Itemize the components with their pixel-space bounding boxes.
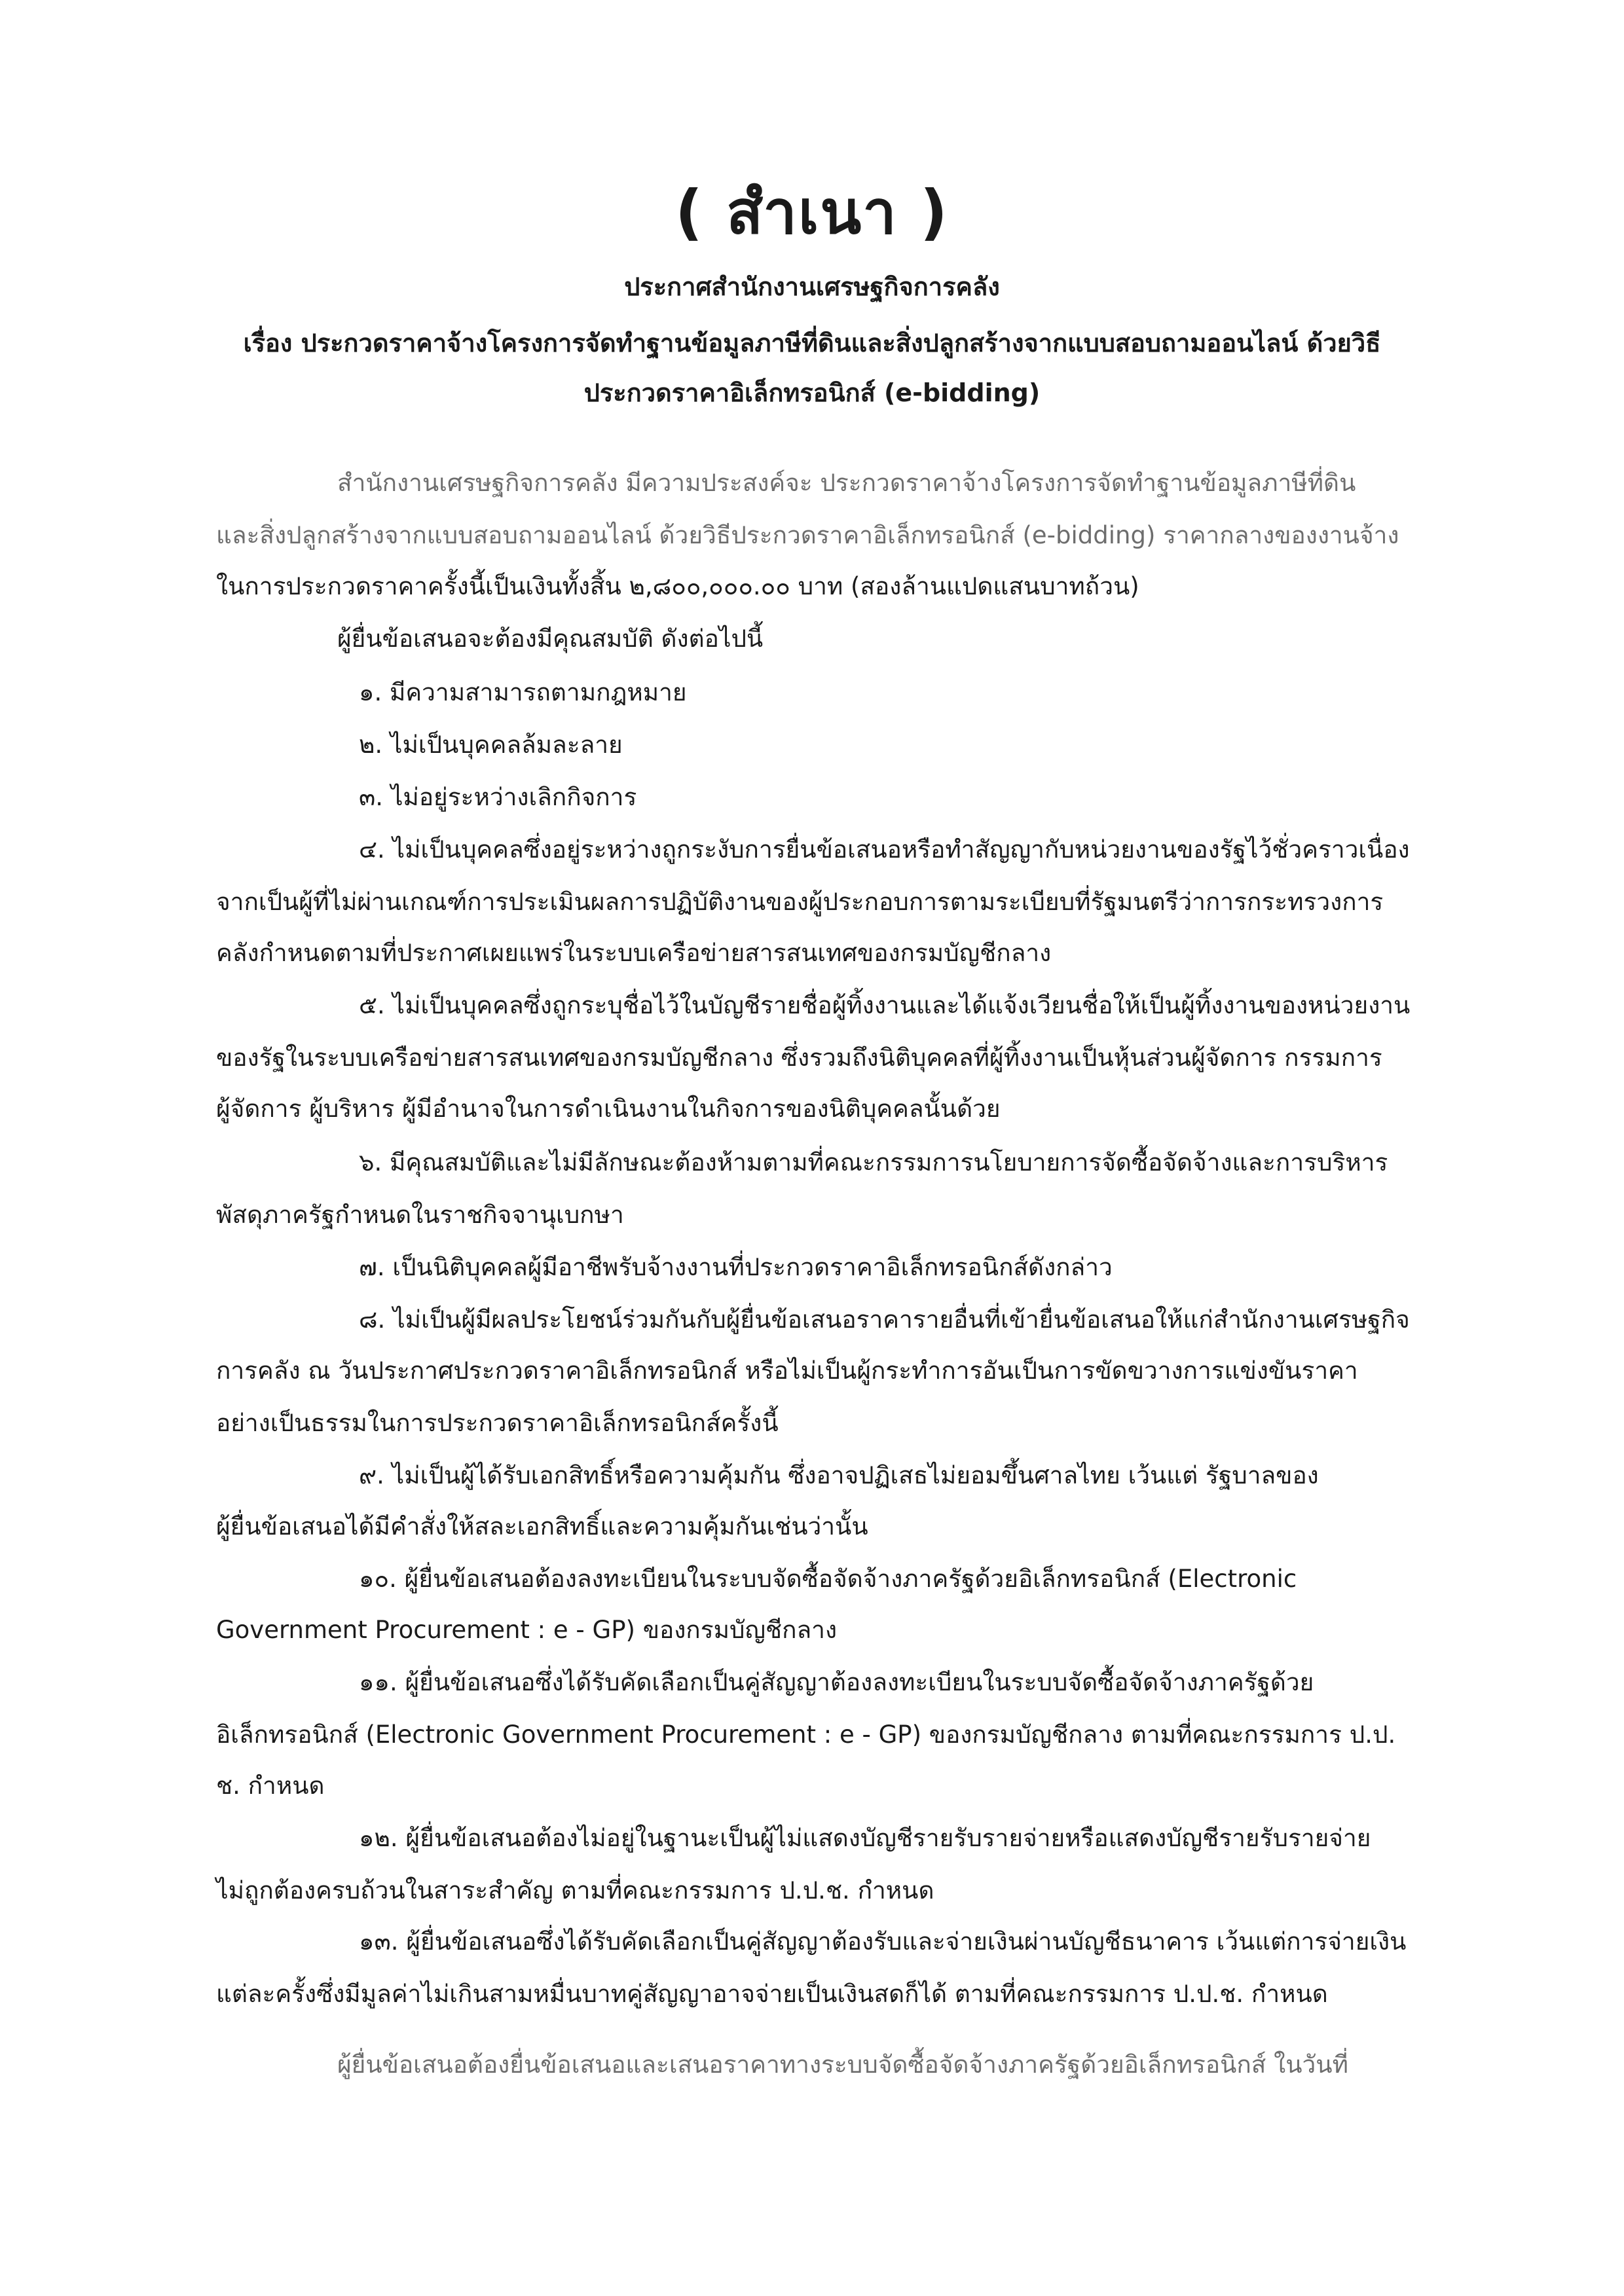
qualification-item: ๒. ไม่เป็นบุคคลล้มละลาย: [359, 731, 623, 759]
qualification-item: ๖. มีคุณสมบัติและไม่มีลักษณะต้องห้ามตามที่คณะกรรมการนโยบายการจัดซื้อจัดจ้างและการบริหาร: [359, 1148, 1388, 1176]
qualification-item-cont: ผู้จัดการ ผู้บริหาร ผู้มีอำนาจในการดำเนินงานในกิจการของนิติบุคคลนั้นด้วย: [216, 1095, 1001, 1123]
qualification-item-cont: การคลัง ณ วันประกาศประกวดราคาอิเล็กทรอนิกส์ หรือไม่เป็นผู้กระทำการอันเป็นการขัดขวางการแข่งขันราคา: [216, 1357, 1358, 1385]
qualification-item: ๗. เป็นนิติบุคคลผู้มีอาชีพรับจ้างงานที่ประกวดราคาอิเล็กทรอนิกส์ดังกล่าว: [359, 1253, 1113, 1281]
announcement-subject: เรื่อง ประกวดราคาจ้างโครงการจัดทำฐานข้อมูลภาษีที่ดินและสิ่งปลูกสร้างจากแบบสอบถามออนไลน์ ด้วยวิธี: [243, 329, 1381, 357]
paragraph-line: และสิ่งปลูกสร้างจากแบบสอบถามออนไลน์ ด้วยวิธีประกวดราคาอิเล็กทรอนิกส์ (e-bidding) ราคากลางของงานจ้าง: [216, 521, 1399, 549]
paragraph-line: สำนักงานเศรษฐกิจการคลัง มีความประสงค์จะ ประกวดราคาจ้างโครงการจัดทำฐานข้อมูลภาษีที่ดิน: [337, 469, 1356, 497]
qualification-item-cont: อย่างเป็นธรรมในการประกวดราคาอิเล็กทรอนิกส์ครั้งนี้: [216, 1409, 779, 1437]
qualification-item-cont: แต่ละครั้งซึ่งมีมูลค่าไม่เกินสามหมื่นบาทคู่สัญญาอาจจ่ายเป็นเงินสดก็ได้ ตามที่คณะกรรมการ ป.ป.ช. กำหนด: [216, 1980, 1328, 2008]
qualification-item-cont: ช. กำหนด: [216, 1772, 325, 1800]
paragraph-line: ในการประกวดราคาครั้งนี้เป็นเงินทั้งสิ้น ๒,๘๐๐,๐๐๐.๐๐ บาท (สองล้านแปดแสนบาทถ้วน): [216, 572, 1139, 600]
qualification-item: ๑. มีความสามารถตามกฎหมาย: [359, 678, 687, 706]
qualification-item-cont: ของรัฐในระบบเครือข่ายสารสนเทศของกรมบัญชีกลาง ซึ่งรวมถึงนิติบุคคลที่ผู้ทิ้งงานเป็นหุ้นส่วนผู้จัดการ กรรมการ: [216, 1044, 1382, 1072]
copy-stamp: ( สำเนา ): [675, 177, 949, 247]
qualification-item-cont: จากเป็นผู้ที่ไม่ผ่านเกณฑ์การประเมินผลการปฏิบัติงานของผู้ประกอบการตามระเบียบที่รัฐมนตรีว่าการกระทรวงการ: [216, 888, 1384, 916]
qualifications-intro: ผู้ยื่นข้อเสนอจะต้องมีคุณสมบัติ ดังต่อไปนี้: [337, 625, 764, 653]
announcement-subject-cont: ประกวดราคาอิเล็กทรอนิกส์ (e-bidding): [583, 378, 1041, 407]
qualification-item: ๔. ไม่เป็นบุคคลซึ่งอยู่ระหว่างถูกระงับการยื่นข้อเสนอหรือทำสัญญากับหน่วยงานของรัฐไว้ชั่วคราวเนื่อง: [359, 835, 1410, 864]
qualification-item: ๑๑. ผู้ยื่นข้อเสนอซึ่งได้รับคัดเลือกเป็นคู่สัญญาต้องลงทะเบียนในระบบจัดซื้อจัดจ้างภาครัฐด้วย: [359, 1668, 1314, 1696]
qualification-item: ๑๐. ผู้ยื่นข้อเสนอต้องลงทะเบียนในระบบจัดซื้อจัดจ้างภาครัฐด้วยอิเล็กทรอนิกส์ (Electronic: [359, 1565, 1297, 1593]
closing-paragraph: ผู้ยื่นข้อเสนอต้องยื่นข้อเสนอและเสนอราคาทางระบบจัดซื้อจัดจ้างภาครัฐด้วยอิเล็กทรอนิกส์ ในวันที่: [337, 2050, 1348, 2079]
qualification-item: ๕. ไม่เป็นบุคคลซึ่งถูกระบุชื่อไว้ในบัญชีรายชื่อผู้ทิ้งงานและได้แจ้งเวียนชื่อให้เป็นผู้ทิ้งงานของหน่วยงาน: [359, 991, 1411, 1019]
qualification-item-cont: Government Procurement : e - GP) ของกรมบัญชีกลาง: [216, 1616, 838, 1644]
qualification-item: ๑๒. ผู้ยื่นข้อเสนอต้องไม่อยู่ในฐานะเป็นผู้ไม่แสดงบัญชีรายรับรายจ่ายหรือแสดงบัญชีรายรับรายจ่าย: [359, 1824, 1371, 1852]
qualification-item: ๙. ไม่เป็นผู้ได้รับเอกสิทธิ์หรือความคุ้มกัน ซึ่งอาจปฏิเสธไม่ยอมขึ้นศาลไทย เว้นแต่ รัฐบาลของ: [359, 1461, 1319, 1489]
qualification-item: ๘. ไม่เป็นผู้มีผลประโยชน์ร่วมกันกับผู้ยื่นข้อเสนอราคารายอื่นที่เข้ายื่นข้อเสนอให้แก่สำนักงานเศรษฐกิจ: [359, 1305, 1410, 1334]
qualification-item-cont: พัสดุภาครัฐกำหนดในราชกิจจานุเบกษา: [216, 1201, 624, 1229]
qualification-item-cont: ผู้ยื่นข้อเสนอได้มีคำสั่งให้สละเอกสิทธิ์และความคุ้มกันเช่นว่านั้น: [216, 1512, 868, 1540]
qualification-item-cont: ไม่ถูกต้องครบถ้วนในสาระสำคัญ ตามที่คณะกรรมการ ป.ป.ช. กำหนด: [216, 1876, 934, 1904]
qualification-item: ๓. ไม่อยู่ระหว่างเลิกกิจการ: [359, 783, 637, 811]
announcement-title: ประกาศสำนักงานเศรษฐกิจการคลัง: [624, 272, 1000, 301]
qualification-item-cont: คลังกำหนดตามที่ประกาศเผยแพร่ในระบบเครือข่ายสารสนเทศของกรมบัญชีกลาง: [216, 939, 1052, 967]
qualification-item: ๑๓. ผู้ยื่นข้อเสนอซึ่งได้รับคัดเลือกเป็นคู่สัญญาต้องรับและจ่ายเงินผ่านบัญชีธนาคาร เว้นแต่การจ่ายเงิน: [359, 1927, 1407, 1956]
qualification-item-cont: อิเล็กทรอนิกส์ (Electronic Government Procurement : e - GP) ของกรมบัญชีกลาง ตามที่คณะกรรมการ ป.ป.: [216, 1721, 1396, 1749]
